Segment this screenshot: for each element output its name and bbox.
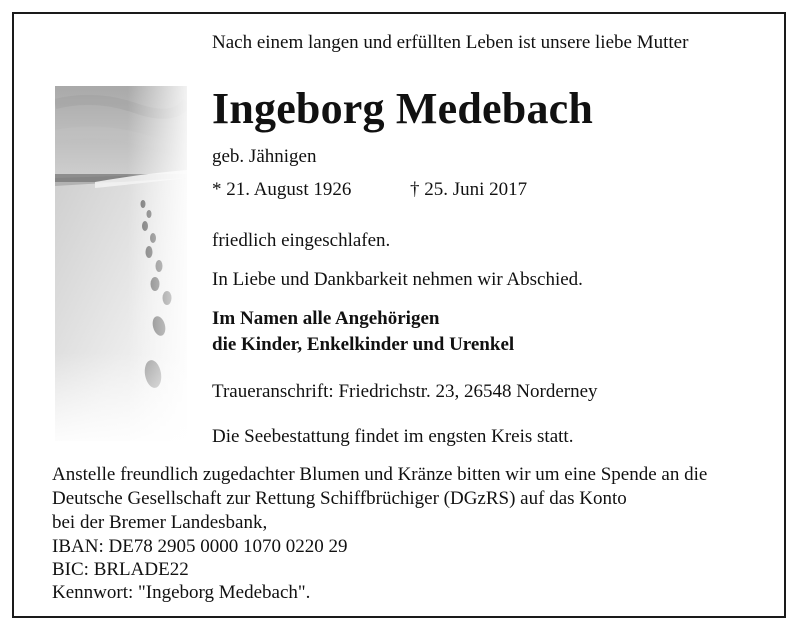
deceased-name: Ingeborg Medebach (212, 84, 594, 133)
birth-date: * 21. August 1926 (212, 179, 352, 200)
donation-line-2: Deutsche Gesellschaft zur Rettung Schiffbrüchiger (DGzRS) auf das Konto (52, 488, 627, 509)
farewell-text: In Liebe und Dankbarkeit nehmen wir Abschied. (212, 269, 583, 290)
iban: IBAN: DE78 2905 0000 1070 0220 29 (52, 536, 348, 557)
burial-note: Die Seebestattung findet im engsten Kreis statt. (212, 426, 574, 447)
donation-line-3: bei der Bremer Landesbank, (52, 512, 268, 533)
death-date: † 25. Juni 2017 (410, 179, 528, 200)
bic: BIC: BRLADE22 (52, 559, 189, 580)
signers-line-2: die Kinder, Enkelkinder und Urenkel (212, 334, 515, 355)
maiden-name: geb. Jähnigen (212, 146, 317, 167)
passing-text: friedlich eingeschlafen. (212, 230, 391, 251)
beach-footprints-illustration (55, 86, 187, 441)
donation-line-1: Anstelle freundlich zugedachter Blumen und Kränze bitten wir um eine Spende an die (52, 464, 708, 485)
donation-keyword: Kennwort: "Ingeborg Medebach". (52, 582, 311, 603)
beach-footprints-image (55, 86, 187, 441)
intro-text: Nach einem langen und erfüllten Leben ist unsere liebe Mutter (212, 32, 689, 53)
mourning-address: Traueranschrift: Friedrichstr. 23, 26548 Norderney (212, 381, 598, 402)
signers-line-1: Im Namen alle Angehörigen (212, 308, 440, 329)
